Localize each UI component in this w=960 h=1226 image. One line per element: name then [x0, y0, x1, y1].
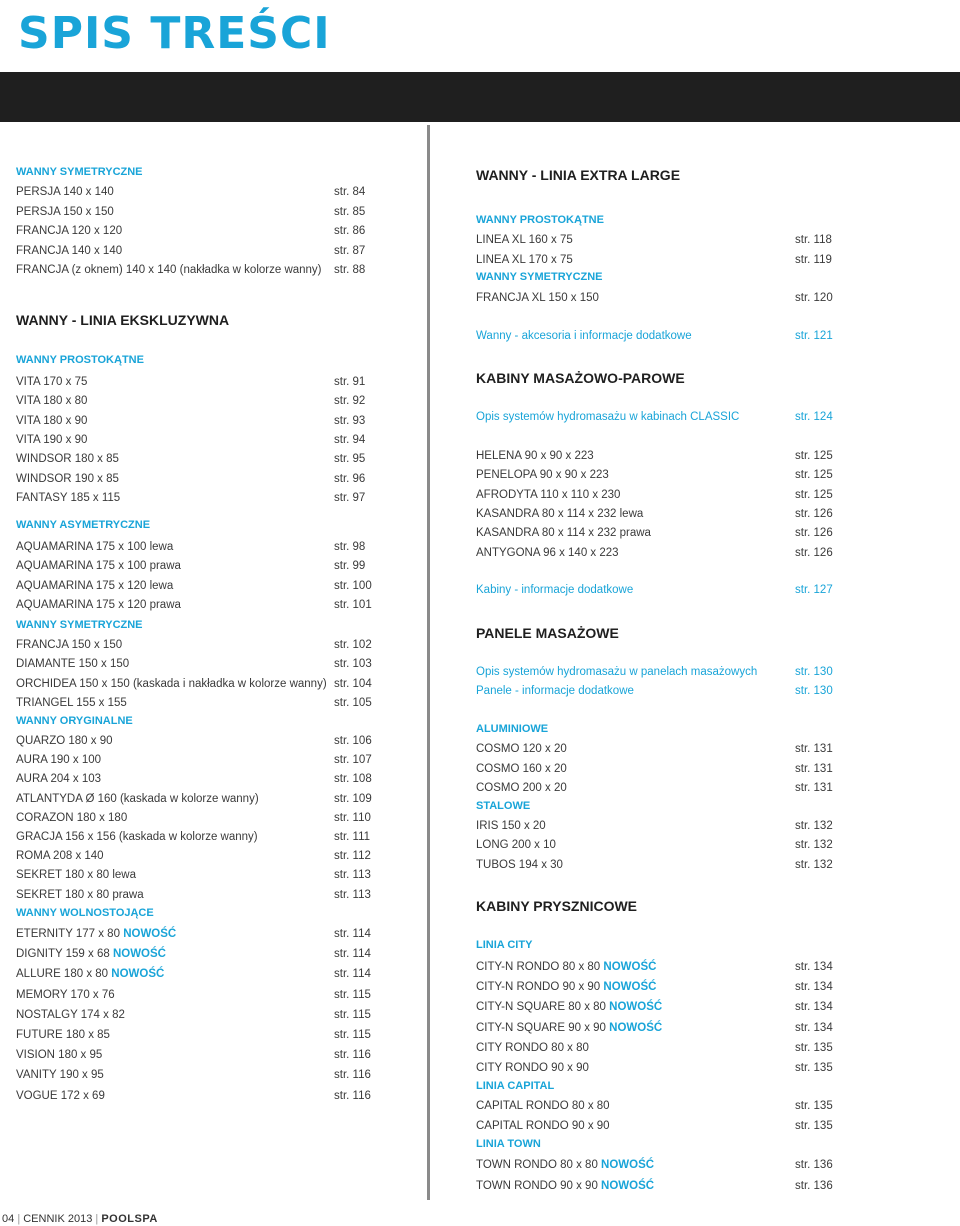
toc-page-number: str. 86 — [334, 225, 366, 237]
toc-entry-label: VISION 180 x 95 — [16, 1049, 103, 1061]
column-divider — [427, 125, 430, 1200]
toc-entry-name — [476, 1118, 610, 1134]
toc-page-number: str. 109 — [334, 793, 372, 805]
toc-entry-name — [16, 1088, 105, 1104]
toc-entry-name — [476, 448, 594, 464]
toc-page-number: str. 114 — [334, 928, 371, 940]
toc-entry-label: PENELOPA 90 x 90 x 223 — [476, 469, 609, 481]
toc-entry-label: ANTYGONA 96 x 140 x 223 — [476, 547, 619, 559]
toc-entry-label: SEKRET 180 x 80 prawa — [16, 889, 144, 901]
toc-entry-label: VANITY 190 x 95 — [16, 1069, 104, 1081]
toc-page-number: str. 114 — [334, 948, 371, 960]
toc-entry-name — [16, 946, 166, 962]
toc-entry-name — [16, 413, 87, 429]
toc-entry-label: SEKRET 180 x 80 lewa — [16, 869, 136, 881]
toc-page-number: str. 130 — [795, 666, 833, 678]
toc-page-number: str. 126 — [795, 547, 833, 559]
toc-entry-label: HELENA 90 x 90 x 223 — [476, 450, 594, 462]
toc-entry-name — [476, 837, 556, 853]
toc-page-number: str. 115 — [334, 1009, 371, 1021]
toc-entry-label: CITY RONDO 90 x 90 — [476, 1062, 589, 1074]
toc-entry-name — [476, 506, 643, 522]
section-title: ALUMINIOWE — [476, 723, 549, 735]
toc-entry-name — [476, 683, 634, 699]
toc-page-number: str. 94 — [334, 434, 366, 446]
toc-entry-label: KASANDRA 80 x 114 x 232 prawa — [476, 527, 651, 539]
new-badge: NOWOŚĆ — [111, 968, 165, 980]
toc-entry-name — [16, 695, 127, 711]
toc-entry-label: ORCHIDEA 150 x 150 (kaskada i nakładka w kolorze wanny) — [16, 678, 327, 690]
toc-entry-label: LINEA XL 170 x 75 — [476, 254, 573, 266]
toc-page-number: str. 96 — [334, 473, 366, 485]
toc-page-number: str. 135 — [795, 1042, 833, 1054]
toc-entry-label: Opis systemów hydromasażu w panelach masażowych — [476, 666, 758, 678]
toc-page-number: str. 125 — [795, 489, 833, 501]
toc-page-number: str. 111 — [334, 831, 371, 843]
toc-entry-label: FUTURE 180 x 85 — [16, 1029, 110, 1041]
toc-entry-label: Panele - informacje dodatkowe — [476, 685, 634, 697]
toc-page-number: str. 131 — [795, 763, 833, 775]
toc-entry-label: AQUAMARINA 175 x 100 lewa — [16, 541, 174, 553]
toc-page-number: str. 84 — [334, 186, 366, 198]
toc-entry-label: AQUAMARINA 175 x 100 prawa — [16, 560, 181, 572]
toc-entry-label: FRANCJA XL 150 x 150 — [476, 292, 599, 304]
new-badge: NOWOŚĆ — [609, 1001, 663, 1013]
header-band — [0, 72, 960, 122]
toc-page-number: str. 113 — [334, 869, 371, 881]
toc-page-number: str. 132 — [795, 820, 833, 832]
toc-page-number: str. 136 — [795, 1180, 833, 1192]
toc-entry-name — [476, 818, 546, 834]
toc-entry-label: ROMA 208 x 140 — [16, 850, 104, 862]
toc-entry-name — [476, 252, 573, 268]
section-title: STALOWE — [476, 800, 531, 812]
toc-entry-label: TRIANGEL 155 x 155 — [16, 697, 127, 709]
toc-page-number: str. 85 — [334, 206, 366, 218]
toc-entry-name — [16, 490, 120, 506]
section-heading: WANNY - LINIA EXTRA LARGE — [476, 167, 681, 183]
new-badge: NOWOŚĆ — [609, 1022, 663, 1034]
toc-entry-name — [476, 232, 573, 248]
toc-entry-name — [16, 987, 115, 1003]
toc-page-number: str. 130 — [795, 685, 833, 697]
toc-entry-label: CITY-N SQUARE 90 x 90 — [476, 1022, 606, 1034]
toc-entry-label: CITY-N RONDO 90 x 90 — [476, 981, 601, 993]
toc-entry-name — [476, 290, 599, 306]
toc-entry-label: QUARZO 180 x 90 — [16, 735, 113, 747]
toc-entry-label: DIGNITY 159 x 68 — [16, 948, 110, 960]
toc-entry-name — [16, 656, 129, 672]
toc-entry-name — [16, 597, 181, 613]
toc-page-number: str. 132 — [795, 859, 833, 871]
section-heading: WANNY - LINIA EKSKLUZYWNA — [16, 312, 230, 328]
toc-page-number: str. 115 — [334, 989, 371, 1001]
new-badge: NOWOŚĆ — [603, 981, 657, 993]
toc-entry-label: DIAMANTE 150 x 150 — [16, 658, 130, 670]
toc-page-number: str. 112 — [334, 850, 371, 862]
toc-page-number: str. 95 — [334, 453, 366, 465]
toc-entry-label: PERSJA 150 x 150 — [16, 206, 114, 218]
toc-entry-label: COSMO 120 x 20 — [476, 743, 567, 755]
toc-page-number: str. 107 — [334, 754, 372, 766]
toc-entry-name — [16, 887, 144, 903]
toc-entry-name — [16, 926, 176, 942]
toc-page-number: str. 135 — [795, 1120, 833, 1132]
toc-page-number: str. 114 — [334, 968, 371, 980]
toc-entry-label: AURA 204 x 103 — [16, 773, 102, 785]
toc-entry-name — [16, 184, 114, 200]
toc-page-number: str. 115 — [334, 1029, 371, 1041]
toc-entry-label: CITY-N SQUARE 80 x 80 — [476, 1001, 606, 1013]
toc-page-number: str. 132 — [795, 839, 833, 851]
toc-entry-label: GRACJA 156 x 156 (kaskada w kolorze wanny) — [16, 831, 258, 843]
toc-entry-name — [476, 545, 619, 561]
new-badge: NOWOŚĆ — [112, 948, 166, 960]
toc-entry-name — [16, 262, 322, 278]
toc-entry-name — [16, 1007, 125, 1023]
toc-page-number: str. 126 — [795, 527, 833, 539]
toc-page-number: str. 125 — [795, 469, 833, 481]
toc-entry-name — [476, 1040, 589, 1056]
toc-entry-name — [16, 752, 101, 768]
toc-entry-name — [16, 1067, 104, 1083]
toc-entry-name — [476, 1060, 589, 1076]
toc-entry-label: KASANDRA 80 x 114 x 232 lewa — [476, 508, 644, 520]
toc-entry-name — [476, 959, 656, 975]
section-heading: KABINY PRYSZNICOWE — [476, 898, 638, 914]
toc-entry-label: ATLANTYDA Ø 160 (kaskada w kolorze wanny) — [16, 793, 259, 805]
section-title: WANNY SYMETRYCZNE — [476, 271, 603, 283]
toc-entry-label: IRIS 150 x 20 — [476, 820, 546, 832]
toc-entry-label: COSMO 200 x 20 — [476, 782, 567, 794]
toc-entry-label: VITA 190 x 90 — [16, 434, 88, 446]
toc-entry-name — [16, 243, 122, 259]
toc-page-number: str. 104 — [334, 678, 372, 690]
section-title: WANNY SYMETRYCZNE — [16, 619, 143, 631]
toc-entry-label: AFRODYTA 110 x 110 x 230 — [476, 489, 621, 501]
toc-entry-label: CAPITAL RONDO 80 x 80 — [476, 1100, 610, 1112]
toc-entry-name — [476, 1178, 654, 1194]
toc-entry-name — [16, 791, 259, 807]
toc-page-number: str. 99 — [334, 560, 366, 572]
toc-page-number: str. 92 — [334, 395, 366, 407]
toc-page-number: str. 118 — [795, 234, 832, 246]
section-title: LINIA TOWN — [476, 1138, 541, 1150]
toc-entry-label: MEMORY 170 x 76 — [16, 989, 115, 1001]
toc-entry-name — [16, 1047, 102, 1063]
toc-entry-label: FRANCJA 150 x 150 — [16, 639, 123, 651]
toc-entry-label: CITY RONDO 80 x 80 — [476, 1042, 589, 1054]
toc-entry-label: FRANCJA (z oknem) 140 x 140 (nakładka w kolorze wanny) — [16, 264, 322, 276]
toc-page-number: str. 103 — [334, 658, 372, 670]
toc-entry-name — [16, 578, 173, 594]
toc-entry-name — [16, 223, 122, 239]
toc-entry-name — [16, 848, 104, 864]
toc-page-number: str. 119 — [795, 254, 832, 266]
toc-page-number: str. 110 — [334, 812, 371, 824]
toc-entry-label: AQUAMARINA 175 x 120 prawa — [16, 599, 181, 611]
toc-page-number: str. 102 — [334, 639, 372, 651]
section-heading: KABINY MASAŻOWO-PAROWE — [476, 370, 685, 386]
toc-page-number: str. 136 — [795, 1159, 833, 1171]
toc-page-number: str. 100 — [334, 580, 372, 592]
section-title: WANNY ORYGINALNE — [16, 715, 133, 727]
toc-entry-name — [476, 525, 651, 541]
toc-entry-name — [16, 393, 87, 409]
toc-entry-name — [476, 761, 567, 777]
toc-entry-label: COSMO 160 x 20 — [476, 763, 567, 775]
toc-entry-label: AQUAMARINA 175 x 120 lewa — [16, 580, 174, 592]
toc-entry-name — [16, 867, 136, 883]
toc-page-number: str. 125 — [795, 450, 833, 462]
toc-page-number: str. 120 — [795, 292, 833, 304]
toc-page-number: str. 121 — [795, 330, 833, 342]
toc-entry-name — [16, 676, 327, 692]
page-title: SPIS TREŚCI — [18, 8, 331, 59]
toc-entry-name — [476, 1098, 610, 1114]
toc-entry-name — [16, 451, 119, 467]
toc-entry-label: VITA 170 x 75 — [16, 376, 88, 388]
section-title: WANNY PROSTOKĄTNE — [16, 354, 144, 366]
section-title: LINIA CITY — [476, 939, 533, 951]
toc-entry-name — [476, 780, 567, 796]
toc-page-number: str. 131 — [795, 782, 833, 794]
toc-entry-label: LONG 200 x 10 — [476, 839, 556, 851]
toc-entry-label: VOGUE 172 x 69 — [16, 1090, 105, 1102]
toc-page-number: str. 135 — [795, 1062, 833, 1074]
toc-page-number: str. 134 — [795, 1022, 833, 1034]
toc-entry-label: ALLURE 180 x 80 — [16, 968, 109, 980]
toc-entry-name — [476, 741, 567, 757]
toc-entry-name — [476, 999, 662, 1015]
toc-page-number: str. 126 — [795, 508, 833, 520]
toc-entry-name — [16, 374, 87, 390]
section-title: WANNY ASYMETRYCZNE — [16, 519, 151, 531]
toc-entry-name — [16, 637, 122, 653]
footer-page-number: 04 — [2, 1213, 15, 1225]
toc-page-number: str. 105 — [334, 697, 372, 709]
toc-entry-name — [16, 966, 164, 982]
toc-page-number: str. 131 — [795, 743, 833, 755]
footer-separator: | — [17, 1213, 21, 1225]
toc-entry-label: FRANCJA 120 x 120 — [16, 225, 123, 237]
new-badge: NOWOŚĆ — [601, 1180, 655, 1192]
toc-page-number: str. 88 — [334, 264, 366, 276]
toc-page-number: str. 116 — [334, 1069, 371, 1081]
toc-page-number: str. 113 — [334, 889, 371, 901]
section-title: WANNY WOLNOSTOJĄCE — [16, 907, 154, 919]
toc-page-number: str. 108 — [334, 773, 372, 785]
toc-page-number: str. 134 — [795, 1001, 833, 1013]
toc-entry-name — [16, 558, 181, 574]
toc-entry-name — [16, 810, 127, 826]
toc-page-number: str. 93 — [334, 415, 366, 427]
section-title: LINIA CAPITAL — [476, 1080, 555, 1092]
toc-entry-label: WINDSOR 180 x 85 — [16, 453, 119, 465]
section-heading: PANELE MASAŻOWE — [476, 625, 619, 641]
toc-page-number: str. 97 — [334, 492, 366, 504]
new-badge: NOWOŚĆ — [123, 928, 177, 940]
page-footer — [2, 1212, 158, 1226]
toc-entry-name — [476, 979, 656, 995]
section-title: WANNY PROSTOKĄTNE — [476, 214, 604, 226]
toc-page-number: str. 101 — [334, 599, 372, 611]
toc-entry-name — [476, 487, 620, 503]
toc-entry-label: TOWN RONDO 80 x 80 — [476, 1159, 598, 1171]
toc-entry-name — [16, 432, 87, 448]
toc-entry-label: LINEA XL 160 x 75 — [476, 234, 573, 246]
toc-page-number: str. 116 — [334, 1049, 371, 1061]
toc-page-number: str. 98 — [334, 541, 366, 553]
toc-entry-label: NOSTALGY 174 x 82 — [16, 1009, 125, 1021]
toc-entry-label: FRANCJA 140 x 140 — [16, 245, 123, 257]
toc-entry-name: Kabiny - informacje dodatkowe — [476, 584, 634, 596]
toc-page-number: str. 127 — [795, 584, 833, 596]
toc-entry-label: TUBOS 194 x 30 — [476, 859, 563, 871]
toc-entry-label: ETERNITY 177 x 80 — [16, 928, 120, 940]
toc-page-number: str. 91 — [334, 376, 366, 388]
toc-page-number: str. 135 — [795, 1100, 833, 1112]
toc-entry-label: VITA 180 x 80 — [16, 395, 88, 407]
footer-separator: | — [95, 1213, 99, 1225]
toc-entry-name — [476, 857, 563, 873]
toc-entry-label: VITA 180 x 90 — [16, 415, 88, 427]
section-title: WANNY SYMETRYCZNE — [16, 166, 143, 178]
toc-page-number: str. 124 — [795, 411, 833, 423]
footer-catalog: CENNIK 2013 — [23, 1213, 93, 1225]
toc-entry-label: PERSJA 140 x 140 — [16, 186, 114, 198]
toc-entry-label: FANTASY 185 x 115 — [16, 492, 121, 504]
toc-page-number: str. 134 — [795, 961, 833, 973]
toc-entry-name — [16, 471, 119, 487]
toc-entry-name — [16, 539, 173, 555]
toc-entry-name — [476, 664, 757, 680]
toc-page-number: str. 87 — [334, 245, 366, 257]
toc-entry-name — [476, 467, 609, 483]
footer-brand: POOLSPA — [101, 1213, 158, 1225]
new-badge: NOWOŚĆ — [603, 961, 657, 973]
toc-entry-name — [476, 1020, 662, 1036]
toc-page-number: str. 134 — [795, 981, 833, 993]
toc-entry-label: WINDSOR 190 x 85 — [16, 473, 119, 485]
toc-page-number: str. 116 — [334, 1090, 371, 1102]
toc-entry-name — [16, 771, 101, 787]
toc-entry-name: Wanny - akcesoria i informacje dodatkowe — [476, 330, 692, 342]
toc-entry-label: AURA 190 x 100 — [16, 754, 102, 766]
toc-entry-name — [16, 829, 258, 845]
toc-entry-label: CITY-N RONDO 80 x 80 — [476, 961, 601, 973]
toc-entry-label: TOWN RONDO 90 x 90 — [476, 1180, 598, 1192]
toc-entry-label: CORAZON 180 x 180 — [16, 812, 128, 824]
toc-page-number: str. 106 — [334, 735, 372, 747]
toc-entry-label: CAPITAL RONDO 90 x 90 — [476, 1120, 610, 1132]
toc-entry-name — [16, 204, 114, 220]
toc-entry-name: Opis systemów hydromasażu w kabinach CLASSIC — [476, 411, 740, 423]
toc-entry-name — [476, 1157, 654, 1173]
new-badge: NOWOŚĆ — [601, 1159, 655, 1171]
toc-entry-name — [16, 733, 113, 749]
toc-entry-name — [16, 1027, 110, 1043]
